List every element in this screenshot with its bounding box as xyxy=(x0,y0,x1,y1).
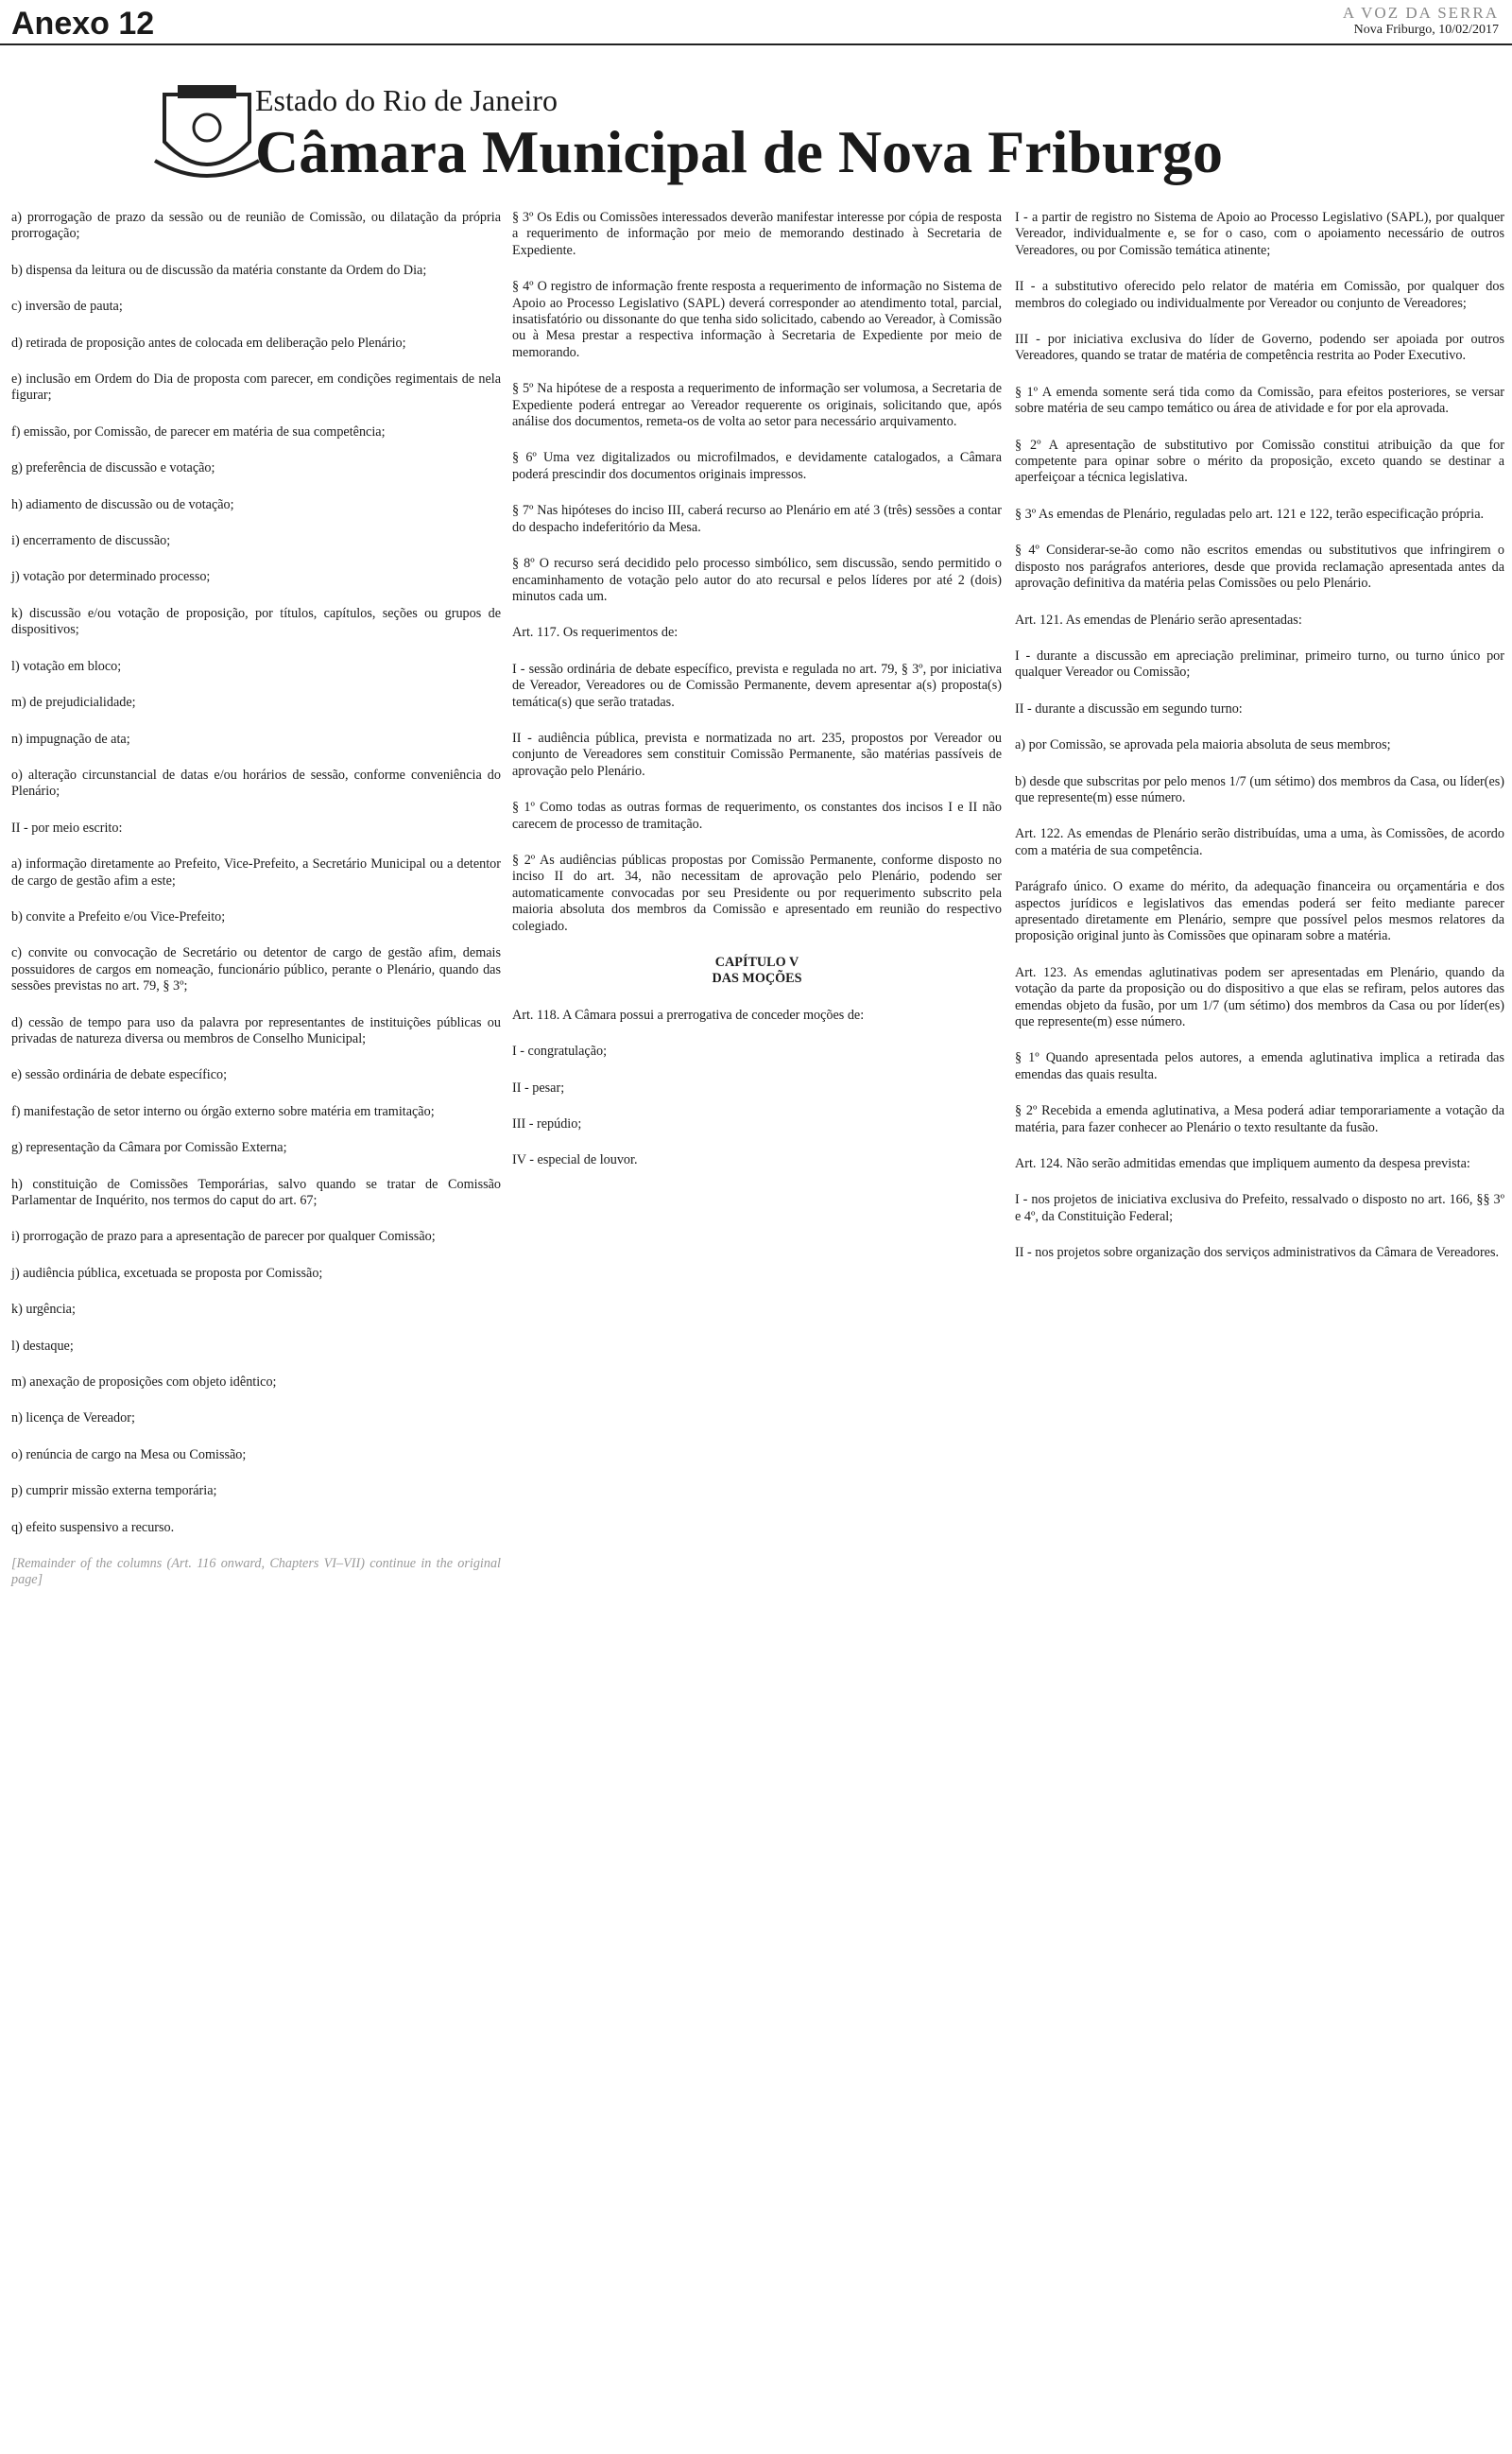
paragraph: h) constituição de Comissões Temporárias, salvo quando se tratar de Comissão Parlamentar de Inquérito, nos termos do caput do art. 67; xyxy=(11,1176,501,1208)
paragraph: § 2º As audiências públicas propostas por Comissão Permanente, conforme disposto no inciso II do art. 34, não necessitam de aprovação pelo Plenário, podendo ser automaticamente convocadas por seu Presidente ou por requerimento subscrito pela maioria absoluta dos membros da Comissão e apresentado em reunião do respectivo colegiado. xyxy=(512,852,1002,934)
newspaper-info xyxy=(1343,4,1499,38)
paragraph: j) audiência pública, excetuada se proposta por Comissão; xyxy=(11,1265,323,1281)
paragraph: Art. 122. As emendas de Plenário serão distribuídas, uma a uma, às Comissões, de acordo com a matéria de sua competência. xyxy=(1015,826,1504,858)
paragraph: e) inclusão em Ordem do Dia de proposta com parecer, em condições regimentais de nela figurar; xyxy=(11,372,501,404)
paragraph: II - durante a discussão em segundo turno: xyxy=(1015,700,1243,717)
column-1 xyxy=(11,210,501,1609)
paragraph: g) preferência de discussão e votação; xyxy=(11,460,215,476)
paragraph: § 4º Considerar-se-ão como não escritos emendas ou substitutivos que infringirem o disposto nos parágrafos anteriores, desde que provida reclamação apresentada antes da aprovação definitiva da matéria pelas Comissões ou pelo Plenário. xyxy=(1015,543,1504,592)
paragraph: f) emissão, por Comissão, de parecer em matéria de sua competência; xyxy=(11,423,386,440)
paragraph: b) desde que subscritas por pelo menos 1/7 (um sétimo) dos membros da Casa, ou líder(es) que represente(m) esse número. xyxy=(1015,773,1504,805)
paragraph: I - sessão ordinária de debate específico, prevista e regulada no art. 79, § 3º, por iniciativa de Vereador, Vereadores ou de Comissão Permanente, devem apresentar a(s) proposta(s) temática(s) que serão tratadas. xyxy=(512,661,1002,710)
paragraph: § 4º O registro de informação frente resposta a requerimento de informação no Sistema de Apoio ao Processo Legislativo (SAPL) deverá corresponder ao atendimento total, parcial, insatisfatório ou dissonante do que tenha sido solicitado, cabendo ao Vereador, à Comissão ou à Mesa prestar a respectiva informação à Secretaria de Expediente por meio de memorando. xyxy=(512,279,1002,360)
paragraph: q) efeito suspensivo a recurso. xyxy=(11,1519,175,1535)
paragraph: k) discussão e/ou votação de proposição, por títulos, capítulos, seções ou grupos de dispositivos; xyxy=(11,605,501,638)
chapter-title: DAS MOÇÕES xyxy=(712,971,802,987)
paragraph: III - repúdio; xyxy=(512,1116,582,1132)
chamber-title: Câmara Municipal de Nova Friburgo xyxy=(255,118,1223,185)
paragraph: § 8º O recurso será decidido pelo processo simbólico, sem discussão, sendo permitido o encaminhamento de votação pelo autor do ato recursal e pelos líderes por até 2 (dois) minutos cada um. xyxy=(512,556,1002,604)
paragraph: I - nos projetos de iniciativa exclusiva do Prefeito, ressalvado o disposto no art. 166, §§ 3º e 4º, da Constituição Federal; xyxy=(1015,1192,1504,1224)
paragraph: Art. 123. As emendas aglutinativas podem ser apresentadas em Plenário, quando da votação da parte da proposição ou do dispositivo a que elas se refiram, pelos autores das emendas objeto da fusão, por um 1/7 (um sétimo) dos membros da Casa ou por líder(es) que represente(m) esse número. xyxy=(1015,964,1504,1029)
paragraph: II - audiência pública, prevista e normatizada no art. 235, propostos por Vereador ou conjunto de Vereadores sem constituir Comissão Permanente, são matérias passíveis de aprovação pelo Plenário. xyxy=(512,730,1002,779)
paragraph: b) convite a Prefeito e/ou Vice-Prefeito; xyxy=(11,908,226,925)
annex-label: Anexo 12 xyxy=(11,6,155,42)
paragraph: § 7º Nas hipóteses do inciso III, caberá recurso ao Plenário em até 3 (três) sessões a contar do despacho indeferitório da Mesa. xyxy=(512,503,1002,535)
paragraph: n) impugnação de ata; xyxy=(11,731,130,747)
paragraph: § 3º As emendas de Plenário, reguladas pelo art. 121 e 122, terão especificação própria. xyxy=(1015,506,1485,522)
paragraph: § 6º Uma vez digitalizados ou microfilmados, e devidamente catalogados, a Câmara poderá prescindir dos documentos originais impressos. xyxy=(512,450,1002,482)
column-2 xyxy=(512,210,1002,1189)
paragraph: § 1º Quando apresentada pelos autores, a emenda aglutinativa implica a retirada das emendas das quais resulta. xyxy=(1015,1050,1504,1082)
paragraph: a) por Comissão, se aprovada pela maioria absoluta de seus membros; xyxy=(1015,737,1391,753)
coat-of-arms-icon xyxy=(146,76,268,189)
paragraph: Art. 121. As emendas de Plenário serão apresentadas: xyxy=(1015,612,1302,628)
paragraph: I - durante a discussão em apreciação preliminar, primeiro turno, ou turno único por qualquer Vereador ou Comissão; xyxy=(1015,648,1504,681)
paragraph: b) dispensa da leitura ou de discussão da matéria constante da Ordem do Dia; xyxy=(11,262,427,278)
paragraph: § 5º Na hipótese de a resposta a requerimento de informação ser volumosa, a Secretaria de Expediente poderá entregar ao Vereador requerente os originais, solicitando que, após análise dos documentos, remeta-os de volta ao setor para necessário arquivamento. xyxy=(512,381,1002,430)
paragraph: I - a partir de registro no Sistema de Apoio ao Processo Legislativo (SAPL), por qualquer Vereador, individualmente e, se for o caso, com o apoiamento necessário de outros Vereadores, ou por Comissão temática atinente; xyxy=(1015,210,1504,258)
paragraph: II - por meio escrito: xyxy=(11,820,123,836)
paragraph: Art. 117. Os requerimentos de: xyxy=(512,625,679,641)
chapter-number: CAPÍTULO V xyxy=(714,955,799,970)
paragraph: § 2º A apresentação de substitutivo por Comissão constitui atribuição da que for competente para opinar sobre o mérito da proposição, exceto quando se destinar a aperfeiçoar a técnica legislativa. xyxy=(1015,437,1504,486)
paragraph: III - por iniciativa exclusiva do líder de Governo, podendo ser apoiada por outros Vereadores, quando se tratar de matéria de competência restrita ao Poder Executivo. xyxy=(1015,332,1504,364)
paragraph: j) votação por determinado processo; xyxy=(11,569,211,585)
paragraph: IV - especial de louvor. xyxy=(512,1152,638,1168)
paragraph: § 1º A emenda somente será tida como da Comissão, para efeitos posteriores, se versar sobre matéria de seu campo temático ou área de atividade e for por ela aprovada. xyxy=(1015,384,1504,417)
newspaper-name: A VOZ DA SERRA xyxy=(1342,4,1499,22)
paragraph: f) manifestação de setor interno ou órgão externo sobre matéria em tramitação; xyxy=(11,1103,435,1119)
paragraph: h) adiamento de discussão ou de votação; xyxy=(11,496,234,512)
continuation-note: [Remainder of the columns (Art. 116 onward, Chapters VI–VII) continue in the original page] xyxy=(11,1556,501,1588)
paragraph: i) encerramento de discussão; xyxy=(11,533,171,549)
paragraph: II - a substitutivo oferecido pelo relator de matéria em Comissão, por qualquer dos membros do colegiado ou individualmente por Vereador ou conjunto de Vereadores; xyxy=(1015,279,1504,311)
paragraph: i) prorrogação de prazo para a apresentação de parecer por qualquer Comissão; xyxy=(11,1229,436,1245)
paragraph: Art. 124. Não serão admitidas emendas que impliquem aumento da despesa prevista: xyxy=(1015,1156,1470,1172)
paragraph: l) destaque; xyxy=(11,1338,74,1354)
state-name: Estado do Rio de Janeiro xyxy=(255,83,558,117)
issue-date: Nova Friburgo, 10/02/2017 xyxy=(1353,23,1499,37)
paragraph: c) convite ou convocação de Secretário ou detentor de cargo de gestão afim, demais possuidores de cargos em nomeação, funcionário público, perante o Plenário, quando das sessões previstas no art. 79, § 3º; xyxy=(11,945,501,994)
paragraph: I - congratulação; xyxy=(512,1044,608,1060)
paragraph: m) anexação de proposições com objeto idêntico; xyxy=(11,1374,277,1391)
paragraph: § 2º Recebida a emenda aglutinativa, a Mesa poderá adiar temporariamente a votação da matéria, para fazer conhecer ao Plenário o texto resultante da fusão. xyxy=(1015,1103,1504,1135)
paragraph: m) de prejudicialidade; xyxy=(11,695,136,711)
paragraph: II - nos projetos sobre organização dos serviços administrativos da Câmara de Vereadores. xyxy=(1015,1245,1500,1261)
paragraph: Parágrafo único. O exame do mérito, da adequação financeira ou orçamentária e dos aspectos jurídicos e legislativos das emendas poderá ser feito mediante parecer apresentado diretamente em Plenário, sempre que possível pelos mesmos relatores da proposição original junto às Comissões que opinaram sobre a matéria. xyxy=(1015,879,1504,944)
column-3 xyxy=(1015,210,1504,1282)
paragraph: l) votação em bloco; xyxy=(11,658,122,674)
paragraph: o) alteração circunstancial de datas e/ou horários de sessão, conforme conveniência do Plenário; xyxy=(11,767,501,800)
paragraph: n) licença de Vereador; xyxy=(11,1410,135,1426)
paragraph: c) inversão de pauta; xyxy=(11,299,123,315)
paragraph: II - pesar; xyxy=(512,1080,565,1096)
paragraph: § 1º Como todas as outras formas de requerimento, os constantes dos incisos I e II não carecem de processo de tramitação. xyxy=(512,800,1002,832)
paragraph: k) urgência; xyxy=(11,1302,76,1318)
page-header xyxy=(0,0,1512,45)
paragraph: a) informação diretamente ao Prefeito, Vice-Prefeito, a Secretário Municipal ou a detentor de cargo de gestão afim a este; xyxy=(11,856,501,889)
chapter-heading xyxy=(512,955,1002,988)
paragraph: d) cessão de tempo para uso da palavra por representantes de instituições públicas ou privadas de natureza diversa ou membros de Conselho Municipal; xyxy=(11,1014,501,1046)
paragraph: a) prorrogação de prazo da sessão ou de reunião de Comissão, ou dilatação da própria prorrogação; xyxy=(11,210,501,242)
paragraph: p) cumprir missão externa temporária; xyxy=(11,1483,217,1499)
paragraph: § 3º Os Edis ou Comissões interessados deverão manifestar interesse por cópia de resposta a requerimento de informação por meio de memorando destinado à Secretaria de Expediente. xyxy=(512,210,1002,258)
paragraph: g) representação da Câmara por Comissão Externa; xyxy=(11,1140,287,1156)
paragraph: Art. 118. A Câmara possui a prerrogativa de conceder moções de: xyxy=(512,1007,865,1023)
paragraph: o) renúncia de cargo na Mesa ou Comissão; xyxy=(11,1446,247,1462)
paragraph: d) retirada de proposição antes de colocada em deliberação pelo Plenário; xyxy=(11,335,406,351)
paragraph: e) sessão ordinária de debate específico; xyxy=(11,1067,228,1083)
